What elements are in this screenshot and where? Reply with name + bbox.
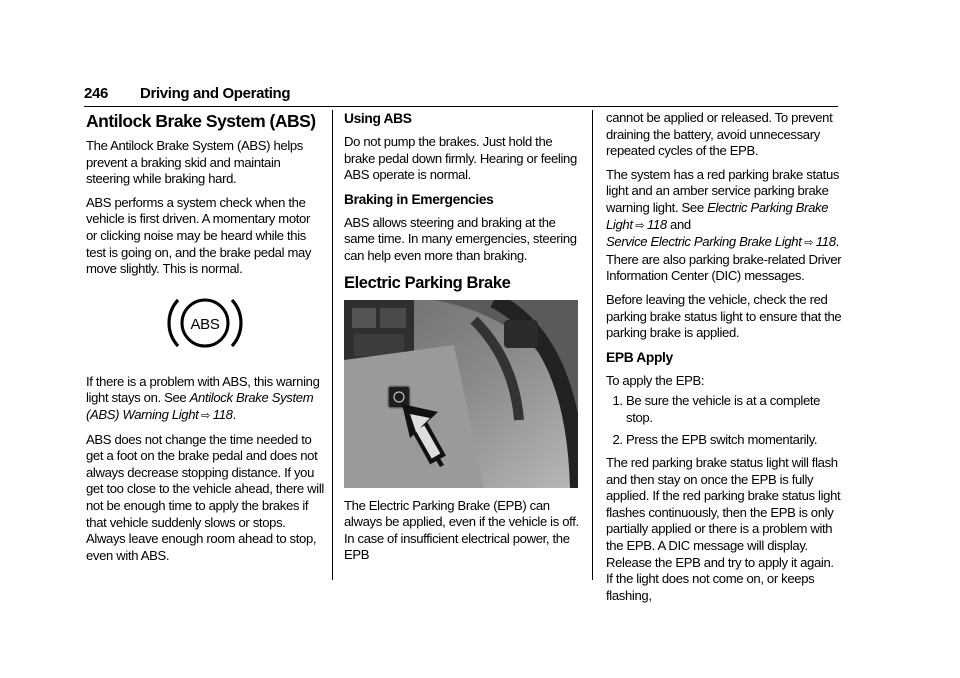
paragraph: If there is a problem with ABS, this warning light stays on. See Antilock Brake System (ABS) Warning Light ⇨ 118. (86, 373, 320, 422)
heading-epb: Electric Parking Brake (344, 273, 511, 292)
heading-epb-apply: EPB Apply (606, 349, 673, 365)
paragraph: ABS does not change the time needed to get a foot on the brake pedal and does not always decrease stopping distance. If you get too close to the vehicle ahead, there will not be enough time to apply the brakes if that vehicle suddenly slows or stops. Always leave enough room ahead to stop, even with ABS. (86, 431, 324, 563)
paragraph: The Antilock Brake System (ABS) helps prevent a braking skid and maintain steering while braking hard. (86, 138, 304, 187)
column-divider (592, 110, 593, 580)
xref-page[interactable]: 118 (646, 216, 667, 232)
xref-link[interactable]: Antilock Brake System (ABS) Warning Light (86, 390, 314, 422)
paragraph: ABS performs a system check when the vehicle is first driven. A momentary motor or clicking noise may be heard while this test is going on, and the brake pedal may move slightly. This is normal. (86, 194, 312, 277)
page-reference-arrow-icon: ⇨ (801, 237, 816, 250)
page-reference-arrow-icon: ⇨ (632, 219, 647, 232)
xref-page[interactable]: 118 (212, 406, 233, 422)
xref-link[interactable]: Electric Parking Brake Light (606, 199, 829, 232)
heading-using-abs: Using ABS (344, 111, 412, 126)
page-reference-arrow-icon: ⇨ (198, 409, 213, 422)
paragraph: Before leaving the vehicle, check the red parking brake status light to ensure that the parking brake is applied. (606, 291, 842, 341)
epb-switch-photo (344, 300, 578, 488)
section-title: Driving and Operating (140, 85, 291, 102)
page-number: 246 (84, 85, 108, 102)
abs-icon-text: ABS (190, 315, 220, 333)
heading-braking-emergencies: Braking in Emergencies (344, 191, 494, 207)
column-1 (86, 110, 324, 571)
paragraph: Do not pump the brakes. Just hold the brake pedal down firmly. Hearing or feeling ABS operate is normal. (344, 134, 577, 183)
paragraph: ABS allows steering and braking at the same time. In many emergencies, steering can help even more than braking. (344, 214, 577, 263)
page-header (84, 84, 838, 107)
paragraph: The red parking brake status light will flash and then stay on once the EPB is fully applied. If the red parking brake status light flashes continuously, then the EPB is only partially applied or there is a problem with the EPB. A DIC message will display. Release the EPB and try to apply it again. If the light does not come on, or keeps flashing, (606, 455, 841, 603)
paragraph: To apply the EPB: (606, 372, 705, 388)
paragraph: The Electric Parking Brake (EPB) can always be applied, even if the vehicle is off. In case of insufficient electrical power, the EPB (344, 497, 579, 563)
xref-link[interactable]: Service Electric Parking Brake Light (606, 234, 802, 250)
paragraph: cannot be applied or released. To prevent draining the battery, avoid unnecessary repeated cycles of the EPB. (606, 110, 833, 159)
list-item: 1. Be sure the vehicle is at a complete stop. (626, 393, 842, 426)
list-item: 2. Press the EPB switch momentarily. (626, 432, 842, 449)
xref-page[interactable]: 118 (815, 234, 836, 250)
heading-abs: Antilock Brake System (ABS) (86, 111, 316, 131)
abs-warning-icon (86, 290, 324, 360)
column-divider (332, 110, 333, 580)
column-2 (344, 110, 580, 571)
steps-list (606, 393, 842, 448)
column-3 (606, 110, 842, 611)
paragraph: The system has a red parking brake status light and an amber service parking brake warning light. See Electric Parking Brake Light ⇨ 118 and Service Electric Parking Brake Light ⇨ 118. There are also parking brake-related Driver Information Center (DIC) messages. (606, 166, 842, 284)
